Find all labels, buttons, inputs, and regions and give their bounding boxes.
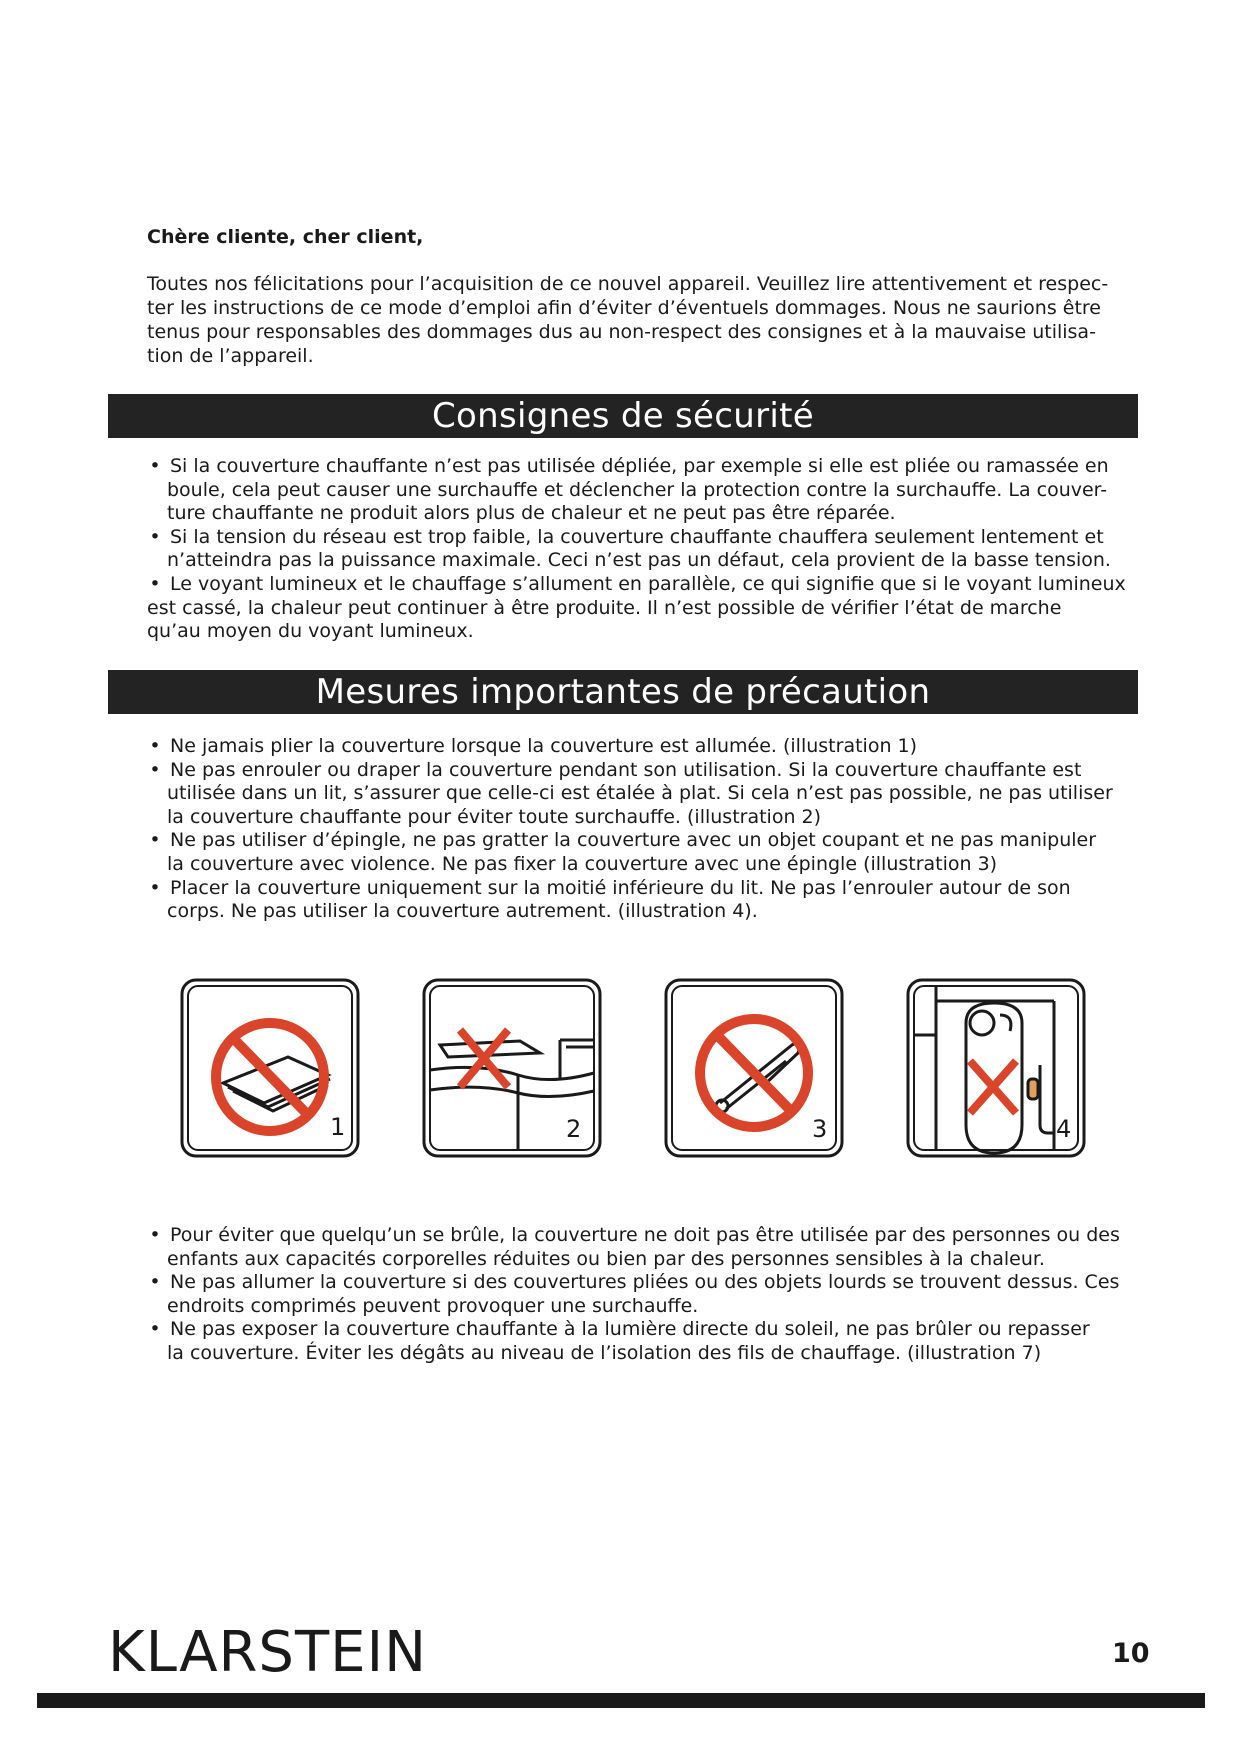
list-item-line: ture chauffante ne produit alors plus de chaleur et ne peut pas être réparée. xyxy=(167,502,896,525)
illustration-number: 1 xyxy=(330,1113,346,1141)
list-item-line: Le voyant lumineux et le chauffage s’allument en parallèle, ce qui signifie que si le voyant lumineux xyxy=(170,572,1126,595)
illustration-2 xyxy=(420,975,604,1161)
illustration-1 xyxy=(178,975,362,1161)
list-item-line: Si la tension du réseau est trop faible, la couverture chauffante chauffera seulement lentement et xyxy=(170,525,1104,548)
list-item: • Ne pas utiliser d’épingle, ne pas gratter la couverture avec un objet coupant et ne pas manipuler la couverture avec violence. Ne pas fixer la couverture avec une épingle (illustration 3) xyxy=(147,829,1167,876)
intro-paragraph xyxy=(147,272,1147,368)
list-item: • Ne pas allumer la couverture si des couvertures pliées ou des objets lourds se trouvent dessus. Ces endroits comprimés peuvent provoquer une surchauffe. xyxy=(147,1271,1167,1318)
footer-bar xyxy=(37,1693,1205,1708)
list-item-line: corps. Ne pas utiliser la couverture autrement. (illustration 4). xyxy=(167,900,758,923)
precaution-section-header xyxy=(108,670,1138,714)
illustration-3 xyxy=(662,975,846,1161)
no-draped-blanket-icon xyxy=(420,975,604,1161)
list-item: • Pour éviter que quelqu’un se brûle, la couverture ne doit pas être utilisée par des personnes ou des enfants aux capacités corporelles réduites ou bien par des personnes sensibles à la chaleur. xyxy=(147,1224,1167,1271)
illustration-number: 3 xyxy=(812,1115,828,1143)
list-item: • Si la tension du réseau est trop faible, la couverture chauffante chauffera seulement lentement et n’atteindra pas la puissance maximale. Ceci n’est pas un défaut, cela provient de la basse tension. xyxy=(147,526,1167,573)
list-item-line: est cassé, la chaleur peut continuer à être produite. Il n’est possible de vérifier l’état de marche xyxy=(147,596,1062,619)
page-number: 10 xyxy=(1112,1638,1150,1669)
intro-line: tenus pour responsables des dommages dus au non-respect des consignes et à la mauvaise utilisa- xyxy=(147,321,1096,343)
list-item: • Ne pas enrouler ou draper la couverture pendant son utilisation. Si la couverture chauffante est utilisée dans un lit, s’assurer que celle-ci est étalée à plat. Si cela n’est pas possible, ne pas utiliser la couverture chauffante pour éviter toute surchauffe. (illustration 2) xyxy=(147,759,1167,830)
list-item-line: qu’au moyen du voyant lumineux. xyxy=(147,620,474,643)
illustration-number: 4 xyxy=(1056,1115,1072,1143)
list-item-line: n’atteindra pas la puissance maximale. Ceci n’est pas un défaut, cela provient de la basse tension. xyxy=(167,549,1111,572)
list-item: • Le voyant lumineux et le chauffage s’allument en parallèle, ce qui signifie que si le voyant lumineux est cassé, la chaleur peut continuer à être produite. Il n’est possible de vérifier l’état de marche qu’au moyen du voyant lumineux. xyxy=(147,573,1167,644)
no-pin-icon xyxy=(662,975,846,1161)
additional-precautions-list xyxy=(147,1224,1167,1366)
list-item: • Ne pas exposer la couverture chauffante à la lumière directe du soleil, ne pas brûler ou repasser la couverture. Éviter les dégâts au niveau de l’isolation des fils de chauffage. (illustration 7) xyxy=(147,1318,1167,1365)
salutation: Chère cliente, cher client, xyxy=(147,226,424,248)
precaution-section-title: Mesures importantes de précaution xyxy=(315,672,931,712)
brand-logo: KLARSTEIN xyxy=(108,1620,427,1685)
safety-section-title: Consignes de sécurité xyxy=(432,396,814,436)
intro-line: ter les instructions de ce mode d’emploi afin d’éviter d’éventuels dommages. Nous ne saurions être xyxy=(147,297,1101,319)
no-wrapping-around-body-icon xyxy=(904,975,1088,1161)
list-item-line: enfants aux capacités corporelles réduites ou bien par des personnes sensibles à la chaleur. xyxy=(167,1247,1045,1270)
list-item-line: Ne jamais plier la couverture lorsque la couverture est allumée. (illustration 1) xyxy=(170,735,918,757)
illustration-number: 2 xyxy=(566,1115,582,1143)
intro-line: tion de l’appareil. xyxy=(147,345,314,367)
illustrations-row xyxy=(178,975,1098,1165)
precaution-list xyxy=(147,735,1167,924)
list-item-line: la couverture chauffante pour éviter toute surchauffe. (illustration 2) xyxy=(167,805,822,828)
list-item-line: Placer la couverture uniquement sur la moitié inférieure du lit. Ne pas l’enrouler autour de son xyxy=(170,876,1071,899)
safety-list xyxy=(147,455,1167,644)
list-item-line: boule, cela peut causer une surchauffe et déclencher la protection contre la surchauffe. La couver- xyxy=(167,478,1108,501)
list-item-line: utilisée dans un lit, s’assurer que celle-ci est étalée à plat. Si cela n’est pas possible, ne pas utiliser xyxy=(167,782,1113,805)
list-item-line: endroits comprimés peuvent provoquer une surchauffe. xyxy=(167,1294,699,1317)
list-item-line: Si la couverture chauffante n’est pas utilisée dépliée, par exemple si elle est pliée ou ramassée en xyxy=(170,455,1109,477)
intro-line: Toutes nos félicitations pour l’acquisition de ce nouvel appareil. Veuillez lire attentivement et respec- xyxy=(147,273,1109,295)
list-item-line: Pour éviter que quelqu’un se brûle, la couverture ne doit pas être utilisée par des personnes ou des xyxy=(170,1224,1120,1246)
list-item-line: la couverture. Éviter les dégâts au niveau de l’isolation des fils de chauffage. (illustration 7) xyxy=(167,1341,1042,1364)
safety-section-header xyxy=(108,394,1138,438)
no-folded-blanket-icon xyxy=(178,975,362,1161)
list-item-line: Ne pas allumer la couverture si des couvertures pliées ou des objets lourds se trouvent dessus. Ces xyxy=(170,1271,1120,1294)
list-item-line: Ne pas utiliser d’épingle, ne pas gratter la couverture avec un objet coupant et ne pas manipuler xyxy=(170,829,1097,852)
list-item-line: Ne pas exposer la couverture chauffante à la lumière directe du soleil, ne pas brûler ou repasser xyxy=(170,1318,1090,1341)
illustration-4 xyxy=(904,975,1088,1161)
list-item: • Ne jamais plier la couverture lorsque la couverture est allumée. (illustration 1) xyxy=(147,735,1167,759)
list-item: • Si la couverture chauffante n’est pas utilisée dépliée, par exemple si elle est pliée ou ramassée en boule, cela peut causer une surchauffe et déclencher la protection contre la surchauffe. La couver- ture chauffante ne produit alors plus de chaleur et ne peut pas être réparée. xyxy=(147,455,1167,526)
list-item-line: Ne pas enrouler ou draper la couverture pendant son utilisation. Si la couverture chauffante est xyxy=(170,758,1082,781)
list-item: • Placer la couverture uniquement sur la moitié inférieure du lit. Ne pas l’enrouler autour de son corps. Ne pas utiliser la couverture autrement. (illustration 4). xyxy=(147,877,1167,924)
list-item-line: la couverture avec violence. Ne pas fixer la couverture avec une épingle (illustration 3) xyxy=(167,852,998,875)
